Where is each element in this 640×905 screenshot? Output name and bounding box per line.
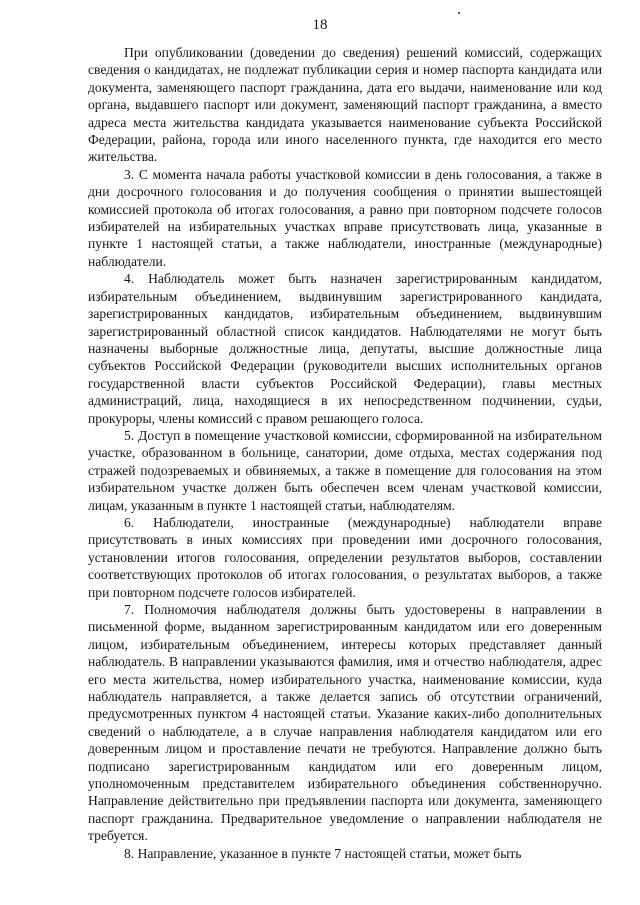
paragraph-2: 3. С момента начала работы участковой комиссии в день голосования, а также в дни досрочного голосования и до получения сообщения о принятии вышестоящей комиссией протокола об итогах голосования, а равно при повторном подсчете голосов избирателей на избирательных участках вправе присутствовать лица, указанные в пункте 1 настоящей статьи, а также наблюдатели, иностранные (международные) наблюдатели.	[88, 166, 602, 269]
paragraph-5: 6. Наблюдатели, иностранные (международные) наблюдатели вправе присутствовать в иных комиссиях при проведении ими досрочного голосования, установлении итогов голосования, определении результатов выборов, составлении соответствующих протоколов об итогах голосования, о результатах выборов, а также при повторном подсчете голосов избирателей.	[88, 514, 602, 600]
paragraph-4: 5. Доступ в помещение участковой комиссии, сформированной на избирательном участке, образованном в больнице, санатории, доме отдыха, местах содержания под стражей подозреваемых и обвиняемых, а также в помещение для голосования на этом избирательном участке должен быть обеспечен всем членам участковой комиссии, лицам, указанным в пункте 1 настоящей статьи, наблюдателям.	[88, 427, 602, 513]
paragraph-7: 8. Направление, указанное в пункте 7 настоящей статьи, может быть	[124, 845, 522, 861]
paragraph-3: 4. Наблюдатель может быть назначен зарегистрированным кандидатом, избирательным объединением, выдвинувшим зарегистрированного кандидата, зарегистрированных кандидатов, избирательным объединением, выдвинувшим зарегистрированный областной список кандидатов. Наблюдателями не могут быть назначены выборные должностные лица, депутаты, высшие должностные лица субъектов Российской Федерации (руководители высших исполнительных органов государственной власти субъектов Российской Федерации), главы местных администраций, лица, находящиеся в их непосредственном подчинении, судьи, прокуроры, члены комиссий с правом решающего голоса.	[88, 271, 602, 426]
paragraph-6: 7. Полномочия наблюдателя должны быть удостоверены в направлении в письменной форме, выданном зарегистрированным кандидатом или его доверенным лицом, избирательным объединением, интересы которых представляет данный наблюдатель. В направлении указываются фамилия, имя и отчество наблюдателя, адрес его места жительства, номер избирательного участка, наименование комиссии, куда наблюдатель направляется, а также делается запись об отсутствии ограничений, предусмотренных пунктом 4 настоящей статьи. Указание каких-либо дополнительных сведений о наблюдателе, а в случае направления наблюдателя кандидатом или его доверенным лицом и проставление печати не требуются. Направление должно быть подписано зарегистрированным кандидатом или его доверенным лицом, уполномоченным представителем избирательного объединения собственноручно. Направление действительно при предъявлении паспорта или документа, заменяющего паспорт гражданина. Предварительное уведомление о направлении наблюдателя не требуется.	[88, 602, 602, 844]
page-number: 18	[312, 17, 328, 33]
paragraph-1: При опубликовании (доведении до сведения) решений комиссий, содержащих сведения о кандидатах, не подлежат публикации серия и номер паспорта кандидата или документа, заменяющего паспорт гражданина, дата его выдачи, наименование или код органа, выдавшего паспорт или документ, заменяющий паспорт гражданина, а вместо адреса места жительства кандидата указывается наименование субъекта Российской Федерации, района, города или иного населенного пункта, где находится его место жительства.	[88, 45, 602, 165]
document-body	[88, 44, 602, 862]
scan-speck	[458, 12, 460, 14]
